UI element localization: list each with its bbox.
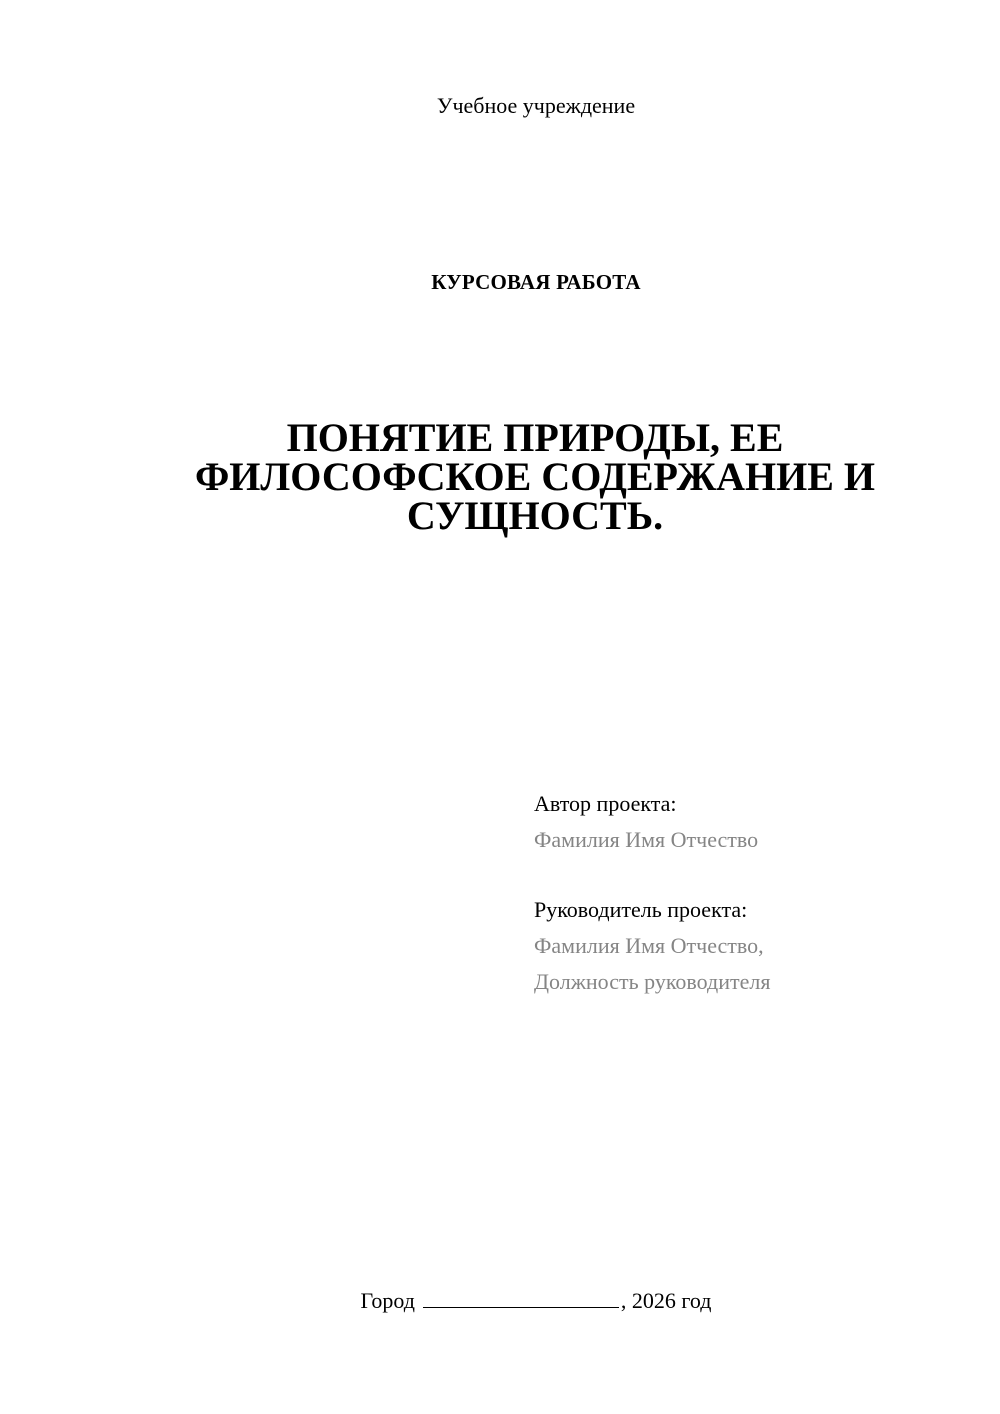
year-text: , 2026 год (620, 1288, 712, 1313)
city-year-line (0, 1286, 1000, 1316)
institution-name: Учебное учреждение (436, 93, 636, 118)
work-title-line: ФИЛОСОФСКОЕ СОДЕРЖАНИЕ И (194, 454, 876, 499)
document-type: КУРСОВАЯ РАБОТА (431, 270, 641, 294)
supervisor-block (534, 892, 770, 1000)
city-blank-line (423, 1287, 619, 1308)
supervisor-name: Фамилия Имя Отчество, (534, 933, 764, 958)
supervisor-label: Руководитель проекта: (534, 897, 748, 922)
author-name: Фамилия Имя Отчество (534, 827, 759, 852)
city-label: Город (360, 1288, 415, 1313)
supervisor-position: Должность руководителя (534, 969, 771, 994)
work-title-line: ПОНЯТИЕ ПРИРОДЫ, ЕЕ (286, 415, 784, 460)
work-title (150, 415, 920, 538)
author-label: Автор проекта: (534, 791, 677, 816)
work-title-line: СУЩНОСТЬ. (406, 493, 664, 538)
author-block (534, 786, 758, 858)
